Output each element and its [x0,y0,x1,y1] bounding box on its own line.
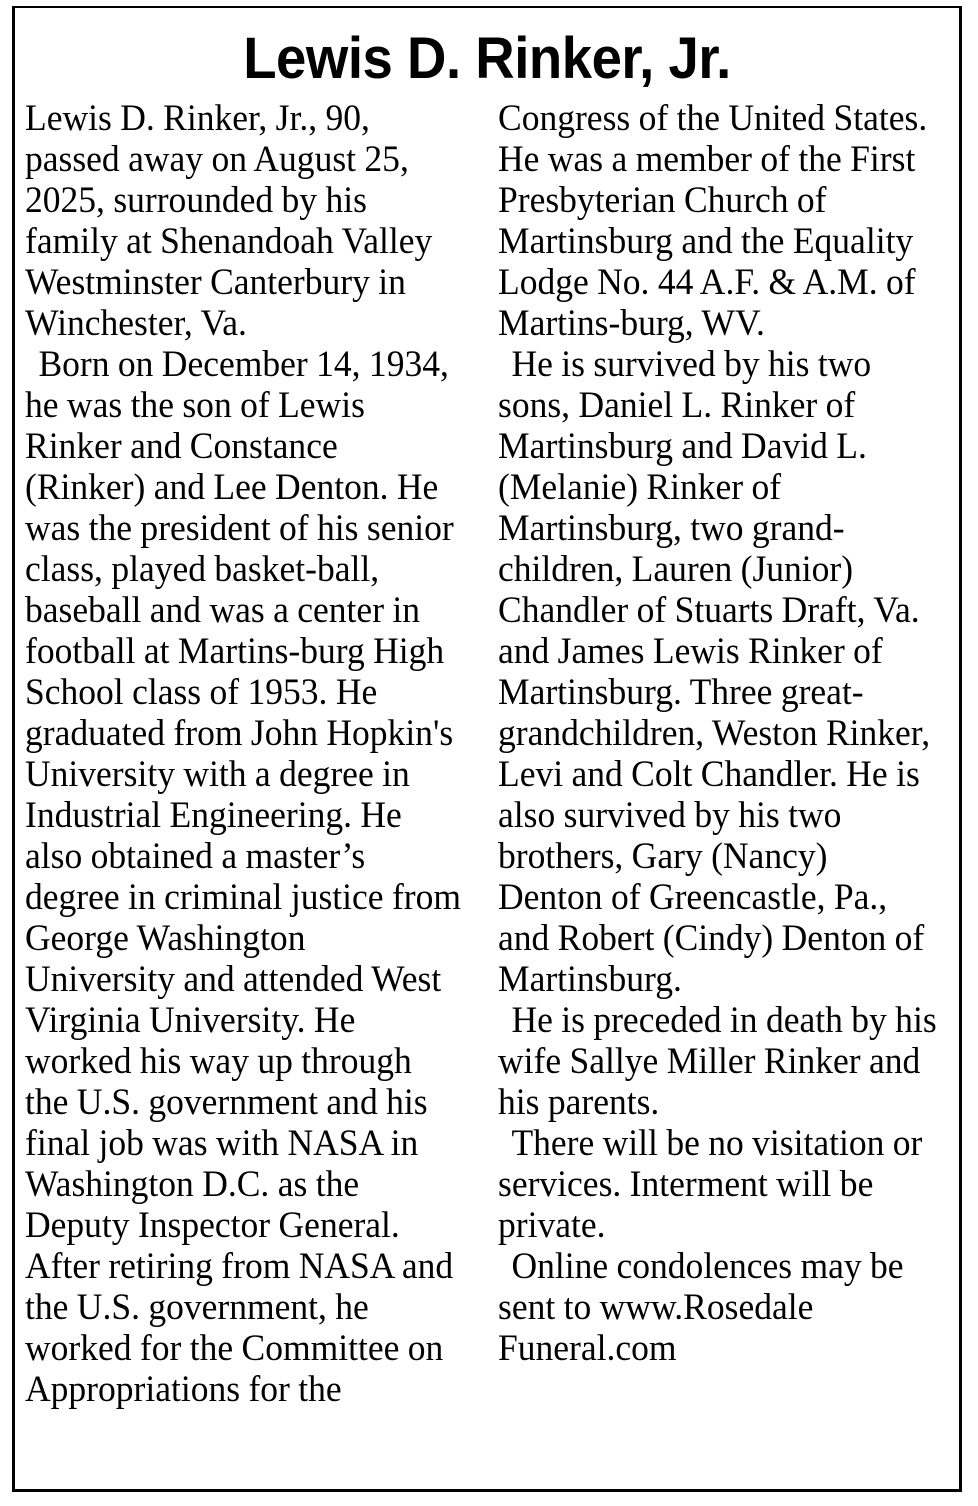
obituary-notice-body [15,8,959,1489]
obituary-paragraph: Lewis D. Rinker, Jr., 90, passed away on August 25, 2025, surrounded by his family at Shenandoah Valley Westminster Canterbury in Winchester, Va. [25,98,433,344]
obituary-paragraph: There will be no visitation or services. Interment will be private. [498,1123,923,1246]
obituary-paragraph: Online condolences may be sent to www.Rosedale Funeral.com [498,1246,904,1369]
obituary-column-left [25,98,462,1410]
obituary-paragraph: He is preceded in death by his wife Sallye Miller Rinker and his parents. [498,1000,937,1123]
obituary-columns [19,98,955,1410]
page-title: Lewis D. Rinker, Jr. [243,26,731,91]
obituary-notice-frame [12,6,962,1492]
obituary-paragraph: Congress of the United States. He was a member of the First Presbyterian Church of Martinsburg and the Equality Lodge No. 44 A.F. & A.M. of Martins‐burg, WV. [498,98,928,344]
obituary-paragraph: Born on December 14, 1934, he was the son of Lewis Rinker and Constance (Rinker) and Lee Denton. He was the president of his senior class, played basket‐ball, baseball and was a center in football at Martins‐burg High School class of 1953. He graduated from John Hopkin's University with a degree in Industrial Engineering. He also obtained a master’s degree in criminal justice from George Washington University and attended West Virginia University. He worked his way up through the U.S. government and his final job was with NASA in Washington D.C. as the Deputy Inspector General. After retiring from NASA and the U.S. government, he worked for the Committee on Appropriations for the [25,344,462,1410]
obituary-column-right [498,98,937,1369]
obituary-paragraph: He is survived by his two sons, Daniel L. Rinker of Martinsburg and David L. (Melanie) Rinker of Martinsburg, two grand‐children, Lauren (Junior) Chandler of Stuarts Draft, Va. and James Lewis Rinker of Martinsburg. Three great‐grandchildren, Weston Rinker, Levi and Colt Chandler. He is also survived by his two brothers, Gary (Nancy) Denton of Greencastle, Pa., and Robert (Cindy) Denton of Martinsburg. [498,344,931,1000]
